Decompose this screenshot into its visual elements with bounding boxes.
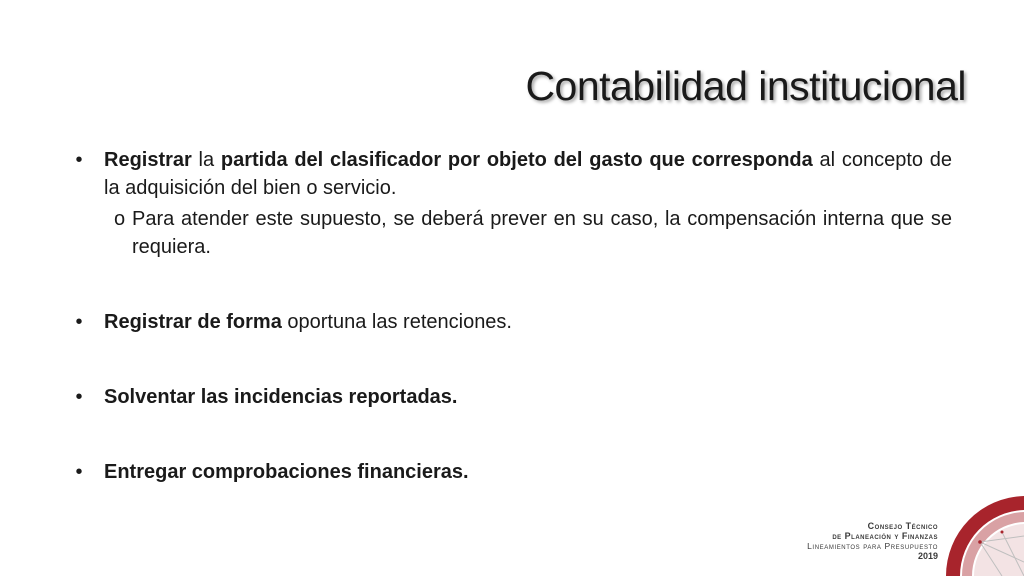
sub-bullet-text: Para atender este supuesto, se deberá prever en su caso, la compensación interna que se requiera. <box>132 208 952 258</box>
footer-line-2: de Planeación y Finanzas <box>832 531 938 541</box>
bullet-text: al concepto de la adquisición del bien o servicio. <box>104 149 952 199</box>
sub-bullet-marker: o <box>114 208 126 230</box>
bullet-item-4 <box>72 458 952 486</box>
footer-line-3: Lineamientos para Presupuesto <box>807 541 938 551</box>
bullet-text-bold: partida del clasificador por objeto del gasto que corresponda <box>220 149 813 171</box>
bullet-item-3 <box>72 383 952 411</box>
slide-title: Contabilidad institucional <box>525 63 966 109</box>
footer-organization <box>807 521 938 561</box>
council-logo-icon <box>942 492 1024 576</box>
bullet-text: oportuna las retenciones. <box>281 311 512 333</box>
bullet-marker: • <box>75 149 83 171</box>
footer-line-1: Consejo Técnico <box>867 521 938 531</box>
bullet-marker: • <box>75 461 83 483</box>
bullet-text-bold: Entregar comprobaciones financieras. <box>104 461 469 483</box>
bullet-text-bold: Registrar de forma <box>104 311 282 333</box>
footer-year: 2019 <box>917 551 938 561</box>
bullet-marker: • <box>75 386 83 408</box>
bullet-item-1 <box>72 146 952 202</box>
bullet-text-bold: Solventar las incidencias reportadas. <box>104 386 458 408</box>
bullet-marker: • <box>75 311 83 333</box>
bullet-list <box>72 146 952 486</box>
sub-bullet-item <box>114 205 952 261</box>
bullet-item-2 <box>72 308 952 336</box>
bullet-text: la <box>191 149 221 171</box>
bullet-text-bold: Registrar <box>104 149 192 171</box>
